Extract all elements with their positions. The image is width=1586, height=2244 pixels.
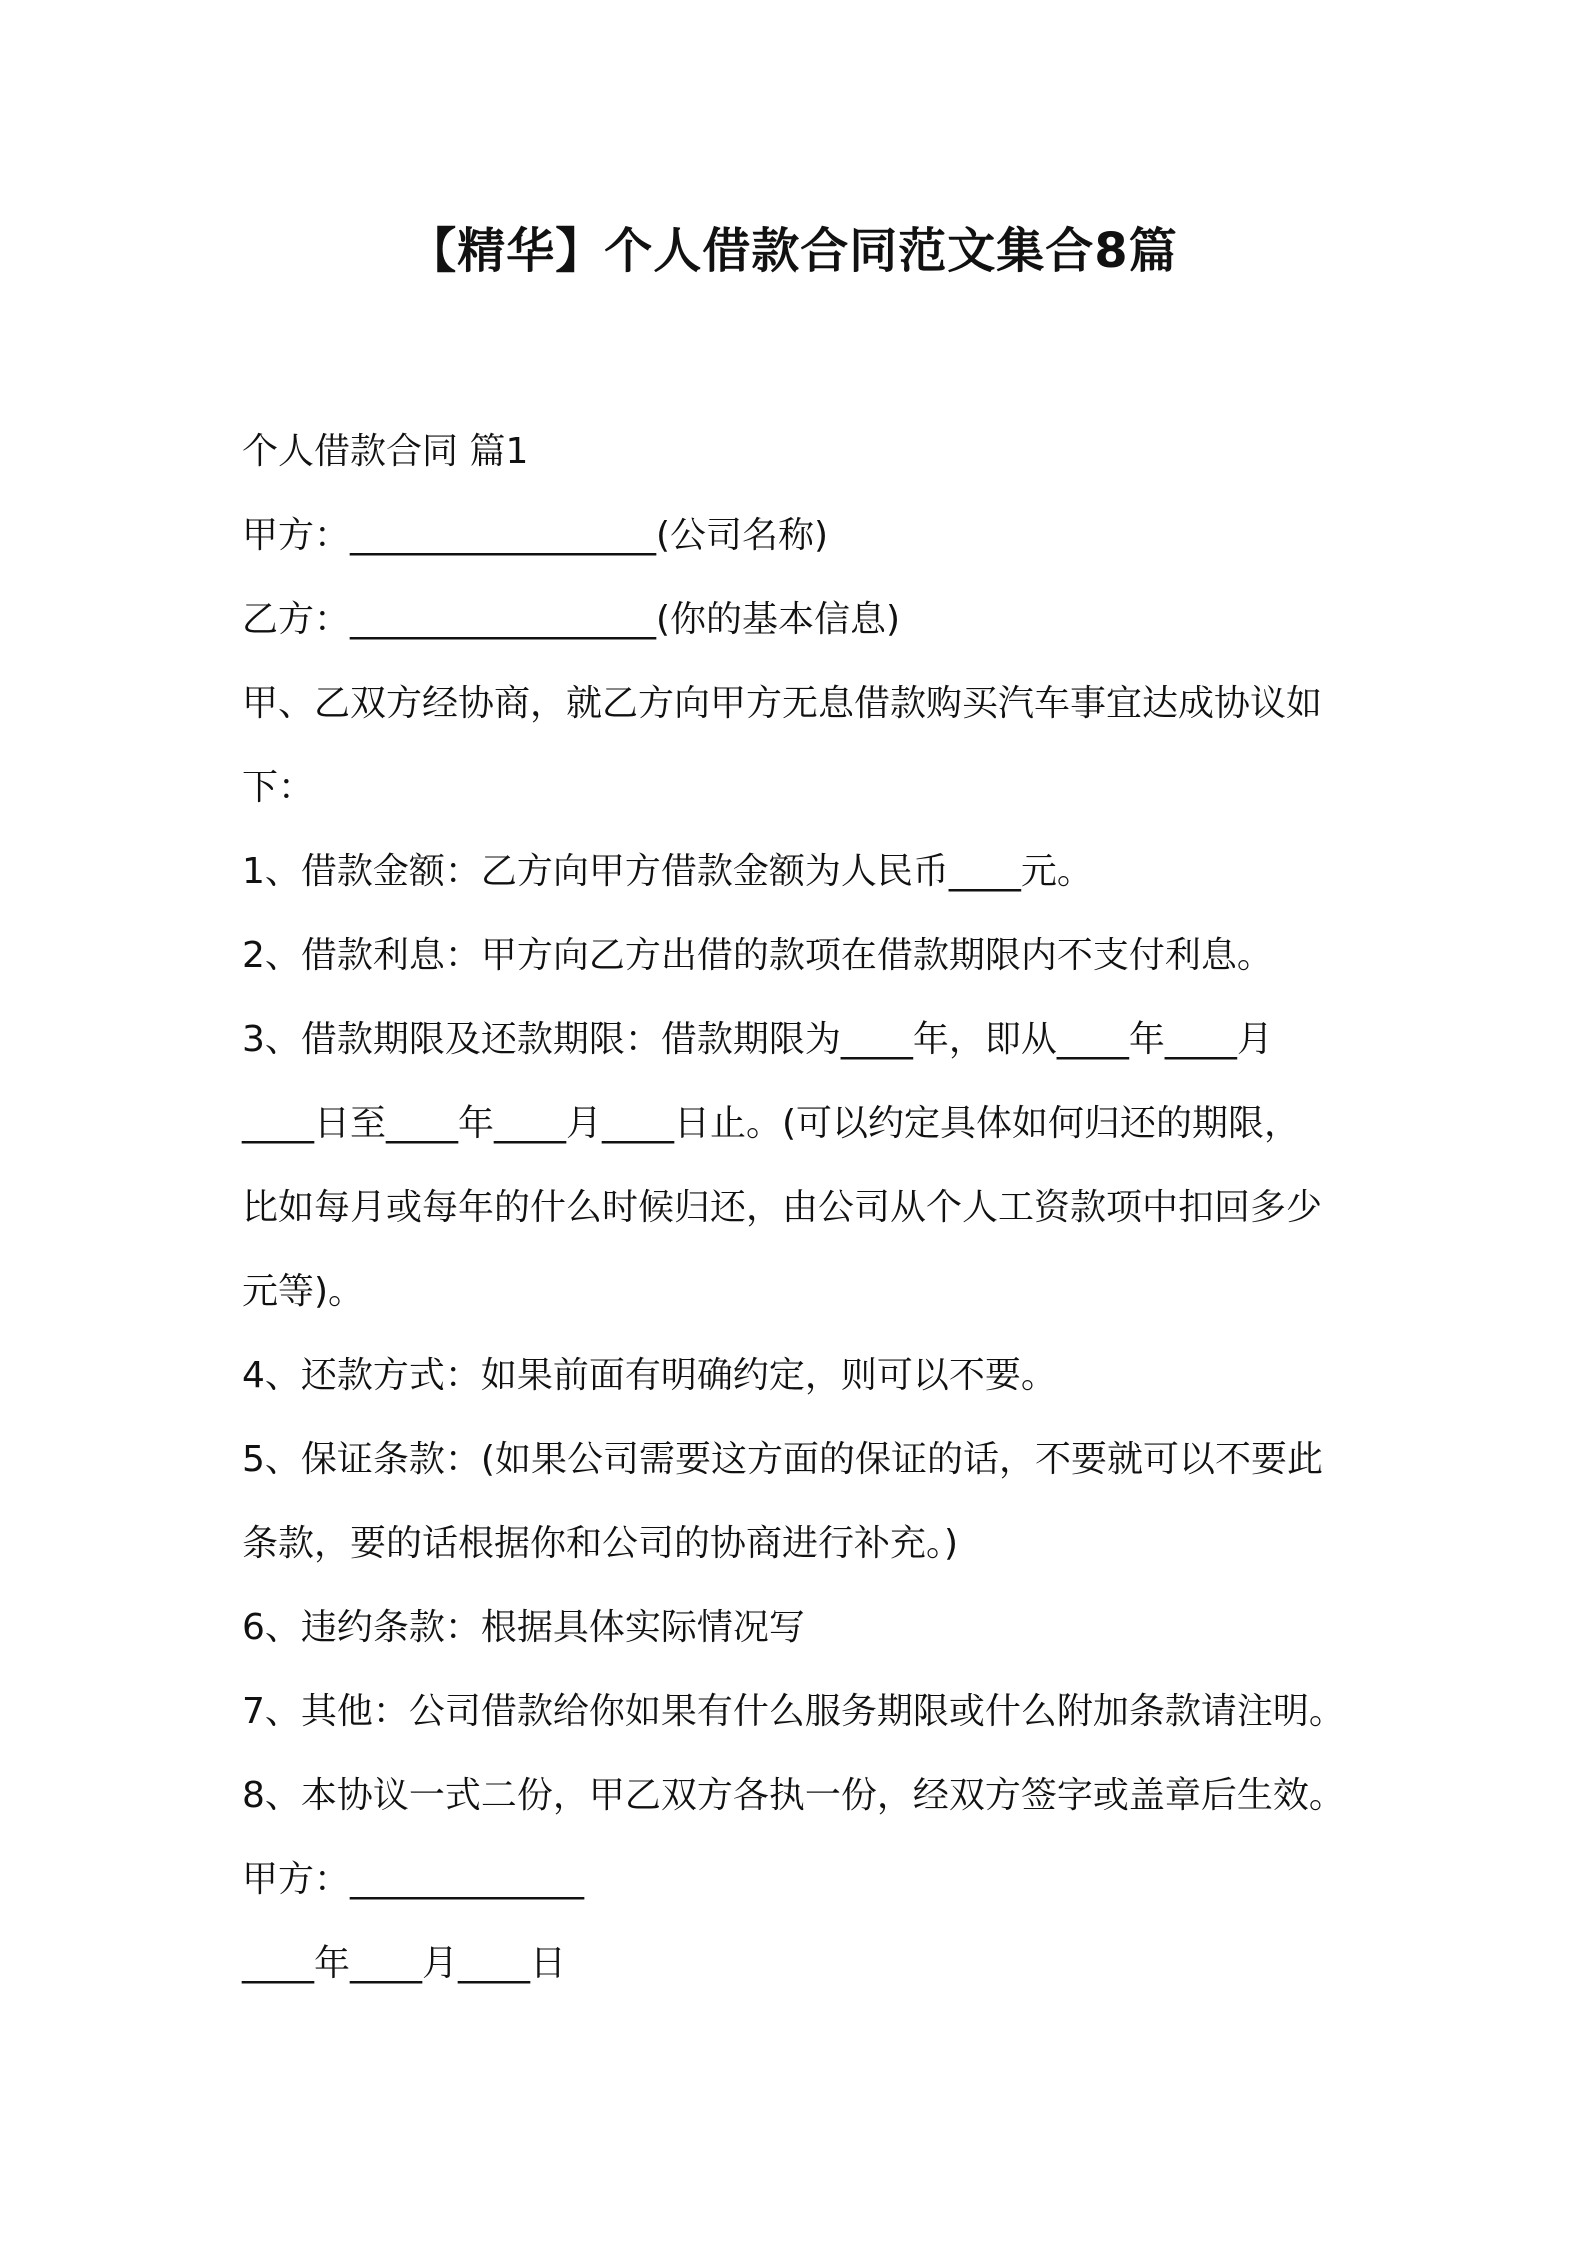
clause-5-guarantee-cont: 条款，要的话根据你和公司的协商进行补充。): [242, 1523, 959, 1564]
clause-8-copies: 8、本协议一式二份，甲乙双方各执一份，经双方签字或盖章后生效。: [242, 1775, 1345, 1816]
clause-2-interest: 2、借款利息：甲方向乙方出借的款项在借款期限内不支付利息。: [242, 935, 1273, 976]
clause-3-term-cont-3: 元等)。: [242, 1271, 365, 1312]
section-heading: 个人借款合同 篇1: [242, 431, 529, 472]
clause-5-guarantee: 5、保证条款：(如果公司需要这方面的保证的话，不要就可以不要此: [242, 1439, 1323, 1480]
agreement-intro-line-cont: 下：: [242, 767, 315, 808]
clause-6-breach: 6、违约条款：根据具体实际情况写: [242, 1607, 805, 1648]
document-title: 【精华】个人借款合同范文集合8篇: [408, 223, 1178, 279]
clause-3-term-cont-1: ____日至____年____月____日止。(可以约定具体如何归还的期限，: [242, 1103, 1301, 1144]
clause-7-other: 7、其他：公司借款给你如果有什么服务期限或什么附加条款请注明。: [242, 1691, 1345, 1732]
signature-party-a: 甲方：_____________: [242, 1859, 585, 1900]
party-a-line: 甲方：_________________(公司名称): [242, 515, 829, 556]
party-b-line: 乙方：_________________(你的基本信息): [242, 599, 901, 640]
signature-date: ____年____月____日: [242, 1943, 567, 1984]
clause-4-repayment: 4、还款方式：如果前面有明确约定，则可以不要。: [242, 1355, 1057, 1396]
document-body: [242, 410, 1392, 2006]
clause-3-term: 3、借款期限及还款期限：借款期限为____年，即从____年____月: [242, 1019, 1273, 1060]
clause-1-amount: 1、借款金额：乙方向甲方借款金额为人民币____元。: [242, 851, 1093, 892]
agreement-intro-line: 甲、乙双方经协商，就乙方向甲方无息借款购买汽车事宜达成协议如: [242, 683, 1323, 724]
clause-3-term-cont-2: 比如每月或每年的什么时候归还，由公司从个人工资款项中扣回多少: [242, 1187, 1323, 1228]
